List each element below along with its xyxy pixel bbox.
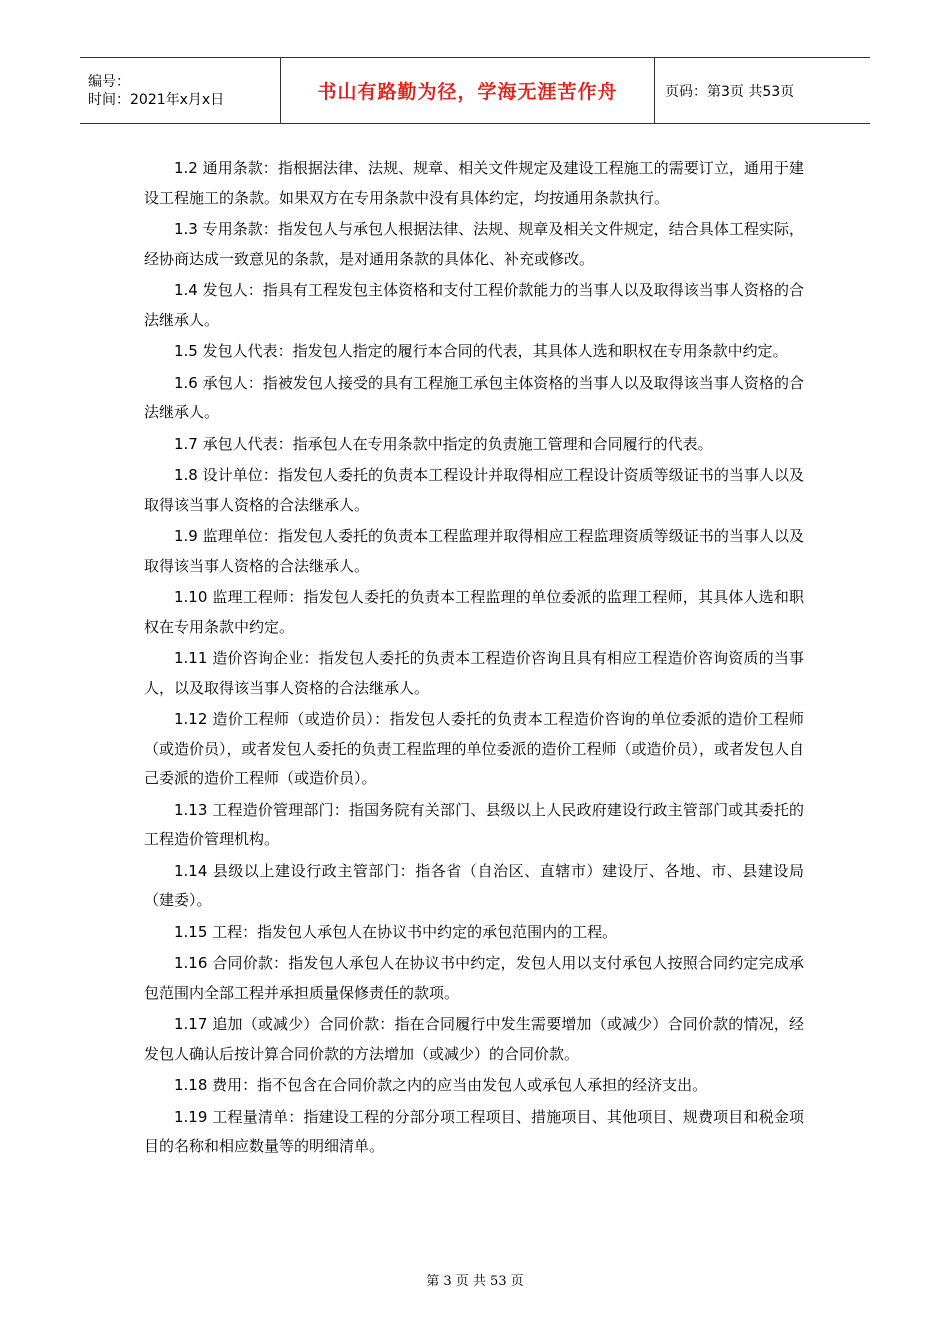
clause-paragraph xyxy=(144,276,804,335)
clause-text: 监理工程师：指发包人委托的负责本工程监理的单位委派的监理工程师，其具体人选和职权在专用条款中约定。 xyxy=(144,588,804,636)
clause-number: 1.3 xyxy=(174,220,198,238)
clause-paragraph xyxy=(144,215,804,274)
clause-number: 1.2 xyxy=(174,159,198,177)
clause-paragraph xyxy=(144,644,804,703)
clause-number: 1.17 xyxy=(174,1015,208,1033)
header-right-cell xyxy=(655,58,870,123)
clause-number: 1.18 xyxy=(174,1076,208,1094)
page-footer xyxy=(0,1270,950,1289)
clause-number: 1.4 xyxy=(174,281,198,299)
clause-number: 1.9 xyxy=(174,527,198,545)
clause-text: 造价工程师（或造价员）：指发包人委托的负责本工程造价咨询的单位委派的造价工程师（或造价员），或者发包人委托的负责工程监理的单位委派的造价工程师（或造价员），或者发包人自己委派的造价工程师（或造价员）。 xyxy=(144,710,805,787)
clause-paragraph xyxy=(144,154,804,213)
clause-paragraph xyxy=(144,369,804,428)
header-page-info: 页码：第3页 共53页 xyxy=(665,83,795,100)
header-middle-cell xyxy=(281,58,655,123)
clause-paragraph xyxy=(144,949,804,1008)
clause-number: 1.11 xyxy=(174,649,208,667)
clause-paragraph xyxy=(144,583,804,642)
header-motto: 书山有路勤为径，学海无涯苦作舟 xyxy=(317,81,618,103)
clause-text: 专用条款：指发包人与承包人根据法律、法规、规章及相关文件规定，结合具体工程实际，经协商达成一致意见的条款，是对通用条款的具体化、补充或修改。 xyxy=(144,220,804,268)
clause-text: 监理单位：指发包人委托的负责本工程监理并取得相应工程监理资质等级证书的当事人以及取得该当事人资格的合法继承人。 xyxy=(144,527,804,575)
clause-text: 工程造价管理部门：指国务院有关部门、县级以上人民政府建设行政主管部门或其委托的工程造价管理机构。 xyxy=(144,800,804,848)
clause-paragraph xyxy=(144,918,804,948)
header-left-cell xyxy=(80,58,281,123)
clause-paragraph xyxy=(144,1010,804,1069)
clause-text: 县级以上建设行政主管部门：指各省（自治区、直辖市）建设厅、各地、市、县建设局（建委）。 xyxy=(144,861,804,909)
clause-paragraph xyxy=(144,857,804,916)
clause-text: 费用：指不包含在合同价款之内的应当由发包人或承包人承担的经济支出。 xyxy=(207,1076,708,1094)
clause-number: 1.7 xyxy=(174,434,198,453)
document-date-label: 时间：2021年x月x日 xyxy=(88,91,225,108)
clause-paragraph xyxy=(144,461,804,520)
clause-paragraph xyxy=(144,1071,804,1101)
clause-text: 工程量清单：指建设工程的分部分项工程项目、措施项目、其他项目、规费项目和税金项目的名称和相应数量等的明细清单。 xyxy=(144,1107,804,1155)
clause-paragraph xyxy=(144,430,804,460)
clause-paragraph xyxy=(144,522,804,581)
clause-paragraph xyxy=(144,705,804,794)
clause-text: 工程：指发包人承包人在协议书中约定的承包范围内的工程。 xyxy=(207,922,618,941)
clause-text: 追加（或减少）合同价款：指在合同履行中发生需要增加（或减少）合同价款的情况，经发包人确认后按计算合同价款的方法增加（或减少）的合同价款。 xyxy=(144,1015,804,1063)
clause-number: 1.6 xyxy=(174,373,198,392)
clause-text: 合同价款：指发包人承包人在协议书中约定，发包人用以支付承包人按照合同约定完成承包范围内全部工程并承担质量保修责任的款项。 xyxy=(144,954,804,1002)
clause-text: 造价咨询企业：指发包人委托的负责本工程造价咨询且具有相应工程造价咨询资质的当事人，以及取得该当事人资格的合法继承人。 xyxy=(144,649,804,697)
footer-page-number: 第 3 页 共 53 页 xyxy=(426,1274,524,1289)
clause-text: 发包人：指具有工程发包主体资格和支付工程价款能力的当事人以及取得该当事人资格的合法继承人。 xyxy=(144,281,804,329)
clause-paragraph xyxy=(144,796,804,855)
clause-number: 1.10 xyxy=(174,588,208,606)
clause-number: 1.8 xyxy=(174,466,198,484)
clause-number: 1.14 xyxy=(174,861,208,880)
clause-number: 1.12 xyxy=(174,710,208,728)
document-number-label: 编号： xyxy=(88,73,130,90)
clause-number: 1.15 xyxy=(174,922,208,941)
clause-number: 1.13 xyxy=(174,800,208,819)
clause-text: 发包人代表：指发包人指定的履行本合同的代表，其具体人选和职权在专用条款中约定。 xyxy=(197,342,788,360)
page-header xyxy=(80,57,870,124)
clause-paragraph xyxy=(144,337,804,367)
clause-number: 1.19 xyxy=(174,1107,208,1126)
clause-text: 承包人代表：指承包人在专用条款中指定的负责施工管理和合同履行的代表。 xyxy=(197,434,713,453)
clause-number: 1.16 xyxy=(174,954,208,972)
document-body xyxy=(144,154,804,1164)
clause-text: 通用条款：指根据法律、法规、规章、相关文件规定及建设工程施工的需要订立，通用于建设工程施工的条款。如果双方在专用条款中没有具体约定，均按通用条款执行。 xyxy=(144,159,804,207)
clause-text: 设计单位：指发包人委托的负责本工程设计并取得相应工程设计资质等级证书的当事人以及取得该当事人资格的合法继承人。 xyxy=(144,466,804,514)
clause-paragraph xyxy=(144,1103,804,1162)
clause-text: 承包人：指被发包人接受的具有工程施工承包主体资格的当事人以及取得该当事人资格的合法继承人。 xyxy=(144,373,804,421)
clause-number: 1.5 xyxy=(174,342,198,360)
